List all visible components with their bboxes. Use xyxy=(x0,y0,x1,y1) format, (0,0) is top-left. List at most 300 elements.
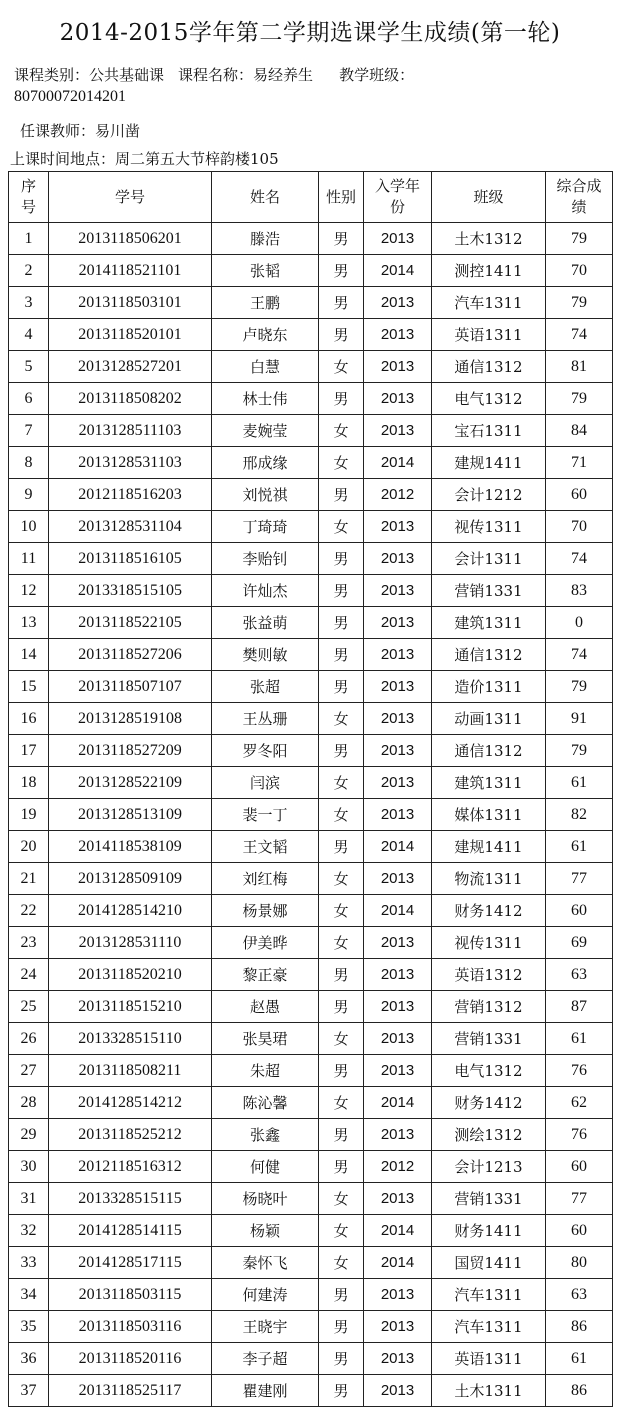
teaching-class-code: 80700072014201 xyxy=(14,88,126,105)
cell-class: 宝石1311 xyxy=(432,415,546,447)
cell-score: 79 xyxy=(546,671,613,703)
cell-index: 33 xyxy=(9,1247,49,1279)
table-row xyxy=(9,703,613,735)
cell-gender: 男 xyxy=(319,479,364,511)
cell-index: 7 xyxy=(9,415,49,447)
cell-class: 英语1311 xyxy=(432,1343,546,1375)
cell-gender: 男 xyxy=(319,831,364,863)
cell-gender: 男 xyxy=(319,639,364,671)
table-row xyxy=(9,479,613,511)
cell-gender: 女 xyxy=(319,767,364,799)
cell-name: 张韬 xyxy=(212,255,319,287)
cell-score: 87 xyxy=(546,991,613,1023)
cell-index: 25 xyxy=(9,991,49,1023)
cell-index: 15 xyxy=(9,671,49,703)
cell-student-id: 2014128517115 xyxy=(49,1247,212,1279)
cell-gender: 男 xyxy=(319,1151,364,1183)
cell-class: 建规1411 xyxy=(432,447,546,479)
cell-score: 74 xyxy=(546,543,613,575)
cell-score: 63 xyxy=(546,959,613,991)
cell-score: 63 xyxy=(546,1279,613,1311)
cell-score: 61 xyxy=(546,831,613,863)
cell-index: 24 xyxy=(9,959,49,991)
header-class: 班级 xyxy=(432,172,546,223)
cell-gender: 女 xyxy=(319,799,364,831)
table-row xyxy=(9,1375,613,1407)
cell-score: 69 xyxy=(546,927,613,959)
cell-enroll-year: 2014 xyxy=(364,447,432,479)
cell-student-id: 2014128514115 xyxy=(49,1215,212,1247)
cell-name: 卢晓东 xyxy=(212,319,319,351)
cell-student-id: 2013118503116 xyxy=(49,1311,212,1343)
cell-class: 财务1412 xyxy=(432,895,546,927)
cell-score: 74 xyxy=(546,319,613,351)
cell-score: 70 xyxy=(546,255,613,287)
cell-index: 21 xyxy=(9,863,49,895)
cell-name: 秦怀飞 xyxy=(212,1247,319,1279)
cell-enroll-year: 2013 xyxy=(364,1343,432,1375)
header-index: 序号 xyxy=(9,172,49,223)
cell-gender: 男 xyxy=(319,1375,364,1407)
cell-index: 29 xyxy=(9,1119,49,1151)
cell-index: 36 xyxy=(9,1343,49,1375)
cell-class: 汽车1311 xyxy=(432,287,546,319)
cell-name: 王晓宇 xyxy=(212,1311,319,1343)
cell-index: 31 xyxy=(9,1183,49,1215)
cell-index: 27 xyxy=(9,1055,49,1087)
cell-index: 34 xyxy=(9,1279,49,1311)
cell-class: 视传1311 xyxy=(432,927,546,959)
cell-class: 通信1312 xyxy=(432,735,546,767)
cell-gender: 男 xyxy=(319,671,364,703)
cell-name: 刘红梅 xyxy=(212,863,319,895)
cell-score: 76 xyxy=(546,1055,613,1087)
cell-enroll-year: 2013 xyxy=(364,639,432,671)
cell-index: 37 xyxy=(9,1375,49,1407)
cell-class: 动画1311 xyxy=(432,703,546,735)
cell-enroll-year: 2014 xyxy=(364,895,432,927)
cell-gender: 女 xyxy=(319,1247,364,1279)
grades-table xyxy=(8,171,613,1407)
cell-enroll-year: 2012 xyxy=(364,479,432,511)
cell-name: 杨晓叶 xyxy=(212,1183,319,1215)
cell-class: 会计1212 xyxy=(432,479,546,511)
table-row xyxy=(9,863,613,895)
cell-name: 滕浩 xyxy=(212,223,319,255)
cell-score: 61 xyxy=(546,1023,613,1055)
course-name-label: 课程名称： xyxy=(178,66,254,84)
cell-index: 22 xyxy=(9,895,49,927)
cell-score: 82 xyxy=(546,799,613,831)
cell-name: 陈沁馨 xyxy=(212,1087,319,1119)
table-row xyxy=(9,991,613,1023)
cell-class: 电气1312 xyxy=(432,383,546,415)
cell-score: 70 xyxy=(546,511,613,543)
cell-gender: 男 xyxy=(319,1055,364,1087)
cell-index: 35 xyxy=(9,1311,49,1343)
cell-class: 通信1312 xyxy=(432,351,546,383)
table-row xyxy=(9,255,613,287)
cell-gender: 女 xyxy=(319,703,364,735)
cell-class: 会计1311 xyxy=(432,543,546,575)
teacher-label: 任课教师： xyxy=(20,122,96,140)
header-name: 姓名 xyxy=(212,172,319,223)
cell-student-id: 2013128531104 xyxy=(49,511,212,543)
cell-enroll-year: 2013 xyxy=(364,383,432,415)
course-name-value: 易经养生 xyxy=(253,66,314,84)
cell-gender: 男 xyxy=(319,543,364,575)
table-row xyxy=(9,639,613,671)
table-row xyxy=(9,223,613,255)
cell-student-id: 2013118503115 xyxy=(49,1279,212,1311)
cell-class: 物流1311 xyxy=(432,863,546,895)
table-row xyxy=(9,415,613,447)
cell-score: 76 xyxy=(546,1119,613,1151)
cell-index: 30 xyxy=(9,1151,49,1183)
cell-class: 建规1411 xyxy=(432,831,546,863)
cell-name: 张超 xyxy=(212,671,319,703)
cell-class: 测控1411 xyxy=(432,255,546,287)
cell-student-id: 2014118521101 xyxy=(49,255,212,287)
teacher-line xyxy=(20,120,140,141)
table-header-row xyxy=(9,172,613,223)
cell-name: 李子超 xyxy=(212,1343,319,1375)
cell-score: 62 xyxy=(546,1087,613,1119)
cell-name: 黎正豪 xyxy=(212,959,319,991)
cell-name: 王丛珊 xyxy=(212,703,319,735)
cell-gender: 女 xyxy=(319,1023,364,1055)
cell-student-id: 2013118527206 xyxy=(49,639,212,671)
header-score: 综合成绩 xyxy=(546,172,613,223)
cell-enroll-year: 2013 xyxy=(364,319,432,351)
cell-class: 造价1311 xyxy=(432,671,546,703)
table-row xyxy=(9,1343,613,1375)
cell-enroll-year: 2013 xyxy=(364,1183,432,1215)
table-row xyxy=(9,735,613,767)
cell-index: 26 xyxy=(9,1023,49,1055)
header-student-id: 学号 xyxy=(49,172,212,223)
cell-class: 视传1311 xyxy=(432,511,546,543)
table-row xyxy=(9,1183,613,1215)
cell-student-id: 2013128531103 xyxy=(49,447,212,479)
table-row xyxy=(9,351,613,383)
cell-name: 张昊珺 xyxy=(212,1023,319,1055)
cell-class: 土木1311 xyxy=(432,1375,546,1407)
cell-gender: 女 xyxy=(319,447,364,479)
cell-gender: 女 xyxy=(319,1087,364,1119)
cell-index: 23 xyxy=(9,927,49,959)
cell-gender: 男 xyxy=(319,1119,364,1151)
cell-score: 80 xyxy=(546,1247,613,1279)
cell-score: 71 xyxy=(546,447,613,479)
cell-student-id: 2013318515105 xyxy=(49,575,212,607)
cell-index: 2 xyxy=(9,255,49,287)
cell-class: 电气1312 xyxy=(432,1055,546,1087)
cell-score: 74 xyxy=(546,639,613,671)
cell-student-id: 2013118522105 xyxy=(49,607,212,639)
cell-gender: 女 xyxy=(319,1183,364,1215)
cell-enroll-year: 2013 xyxy=(364,927,432,959)
cell-name: 杨颖 xyxy=(212,1215,319,1247)
table-row xyxy=(9,927,613,959)
cell-class: 英语1312 xyxy=(432,959,546,991)
cell-name: 杨景娜 xyxy=(212,895,319,927)
teaching-class-label: 教学班级： xyxy=(339,66,415,84)
cell-name: 何建涛 xyxy=(212,1279,319,1311)
cell-student-id: 2013118515210 xyxy=(49,991,212,1023)
cell-name: 伊美晔 xyxy=(212,927,319,959)
cell-enroll-year: 2013 xyxy=(364,767,432,799)
table-row xyxy=(9,1023,613,1055)
table-row xyxy=(9,607,613,639)
cell-score: 83 xyxy=(546,575,613,607)
cell-class: 会计1213 xyxy=(432,1151,546,1183)
cell-class: 建筑1311 xyxy=(432,767,546,799)
cell-index: 6 xyxy=(9,383,49,415)
cell-index: 28 xyxy=(9,1087,49,1119)
cell-score: 79 xyxy=(546,383,613,415)
table-row xyxy=(9,671,613,703)
cell-name: 麦婉莹 xyxy=(212,415,319,447)
cell-score: 79 xyxy=(546,223,613,255)
cell-gender: 男 xyxy=(319,607,364,639)
schedule-line xyxy=(10,148,279,169)
cell-enroll-year: 2014 xyxy=(364,831,432,863)
cell-student-id: 2013128527201 xyxy=(49,351,212,383)
cell-score: 0 xyxy=(546,607,613,639)
cell-name: 丁琦琦 xyxy=(212,511,319,543)
cell-index: 8 xyxy=(9,447,49,479)
cell-score: 84 xyxy=(546,415,613,447)
cell-student-id: 2013118507107 xyxy=(49,671,212,703)
cell-student-id: 2013118520210 xyxy=(49,959,212,991)
cell-class: 英语1311 xyxy=(432,319,546,351)
cell-student-id: 2012118516312 xyxy=(49,1151,212,1183)
header-gender: 性别 xyxy=(319,172,364,223)
teacher-name: 易川凿 xyxy=(95,122,141,140)
cell-enroll-year: 2013 xyxy=(364,1279,432,1311)
cell-enroll-year: 2013 xyxy=(364,959,432,991)
cell-enroll-year: 2013 xyxy=(364,1311,432,1343)
table-row xyxy=(9,1055,613,1087)
cell-score: 91 xyxy=(546,703,613,735)
cell-enroll-year: 2014 xyxy=(364,255,432,287)
cell-student-id: 2013118520116 xyxy=(49,1343,212,1375)
cell-enroll-year: 2013 xyxy=(364,863,432,895)
cell-gender: 女 xyxy=(319,351,364,383)
cell-gender: 男 xyxy=(319,255,364,287)
cell-name: 许灿杰 xyxy=(212,575,319,607)
cell-gender: 男 xyxy=(319,1343,364,1375)
table-row xyxy=(9,767,613,799)
cell-class: 土木1312 xyxy=(432,223,546,255)
cell-enroll-year: 2013 xyxy=(364,991,432,1023)
cell-enroll-year: 2013 xyxy=(364,735,432,767)
course-category-value: 公共基础课 xyxy=(89,66,165,84)
cell-index: 18 xyxy=(9,767,49,799)
cell-name: 闫滨 xyxy=(212,767,319,799)
table-row xyxy=(9,1215,613,1247)
cell-name: 瞿建刚 xyxy=(212,1375,319,1407)
cell-student-id: 2013128531110 xyxy=(49,927,212,959)
cell-index: 3 xyxy=(9,287,49,319)
cell-gender: 男 xyxy=(319,575,364,607)
cell-score: 81 xyxy=(546,351,613,383)
table-row xyxy=(9,575,613,607)
cell-index: 10 xyxy=(9,511,49,543)
cell-index: 9 xyxy=(9,479,49,511)
cell-name: 张益萌 xyxy=(212,607,319,639)
cell-gender: 男 xyxy=(319,383,364,415)
cell-gender: 男 xyxy=(319,1279,364,1311)
cell-student-id: 2013128519108 xyxy=(49,703,212,735)
cell-gender: 女 xyxy=(319,927,364,959)
cell-score: 60 xyxy=(546,1215,613,1247)
cell-name: 罗冬阳 xyxy=(212,735,319,767)
cell-student-id: 2013128511103 xyxy=(49,415,212,447)
cell-name: 邢成缘 xyxy=(212,447,319,479)
cell-enroll-year: 2013 xyxy=(364,671,432,703)
cell-enroll-year: 2014 xyxy=(364,1247,432,1279)
cell-name: 何健 xyxy=(212,1151,319,1183)
cell-gender: 女 xyxy=(319,895,364,927)
cell-name: 裴一丁 xyxy=(212,799,319,831)
cell-score: 77 xyxy=(546,1183,613,1215)
cell-index: 12 xyxy=(9,575,49,607)
cell-student-id: 2014118538109 xyxy=(49,831,212,863)
cell-student-id: 2013118506201 xyxy=(49,223,212,255)
cell-index: 14 xyxy=(9,639,49,671)
cell-score: 77 xyxy=(546,863,613,895)
table-body xyxy=(9,223,613,1407)
cell-enroll-year: 2013 xyxy=(364,223,432,255)
cell-name: 王鹏 xyxy=(212,287,319,319)
cell-gender: 女 xyxy=(319,863,364,895)
cell-score: 79 xyxy=(546,287,613,319)
cell-student-id: 2014128514212 xyxy=(49,1087,212,1119)
cell-student-id: 2013118525212 xyxy=(49,1119,212,1151)
cell-student-id: 2013118508211 xyxy=(49,1055,212,1087)
cell-student-id: 2014128514210 xyxy=(49,895,212,927)
cell-enroll-year: 2013 xyxy=(364,287,432,319)
cell-index: 16 xyxy=(9,703,49,735)
cell-score: 79 xyxy=(546,735,613,767)
cell-name: 赵愚 xyxy=(212,991,319,1023)
table-row xyxy=(9,1151,613,1183)
cell-score: 86 xyxy=(546,1375,613,1407)
cell-enroll-year: 2013 xyxy=(364,543,432,575)
cell-score: 60 xyxy=(546,895,613,927)
cell-enroll-year: 2013 xyxy=(364,575,432,607)
cell-class: 财务1411 xyxy=(432,1215,546,1247)
table-row xyxy=(9,799,613,831)
cell-index: 13 xyxy=(9,607,49,639)
cell-name: 林士伟 xyxy=(212,383,319,415)
cell-class: 营销1331 xyxy=(432,1183,546,1215)
cell-student-id: 2013118508202 xyxy=(49,383,212,415)
cell-enroll-year: 2013 xyxy=(364,511,432,543)
cell-name: 张鑫 xyxy=(212,1119,319,1151)
cell-index: 20 xyxy=(9,831,49,863)
cell-score: 86 xyxy=(546,1311,613,1343)
table-row xyxy=(9,895,613,927)
cell-class: 营销1331 xyxy=(432,1023,546,1055)
cell-name: 樊则敏 xyxy=(212,639,319,671)
cell-name: 刘悦祺 xyxy=(212,479,319,511)
cell-student-id: 2013118527209 xyxy=(49,735,212,767)
cell-student-id: 2013128513109 xyxy=(49,799,212,831)
schedule-value: 周二第五大节梓韵楼105 xyxy=(115,150,279,168)
cell-enroll-year: 2013 xyxy=(364,1375,432,1407)
cell-enroll-year: 2013 xyxy=(364,1119,432,1151)
cell-student-id: 2013128522109 xyxy=(49,767,212,799)
cell-gender: 女 xyxy=(319,511,364,543)
cell-gender: 女 xyxy=(319,1215,364,1247)
table-row xyxy=(9,1311,613,1343)
cell-student-id: 2013118525117 xyxy=(49,1375,212,1407)
cell-student-id: 2013118520101 xyxy=(49,319,212,351)
cell-index: 32 xyxy=(9,1215,49,1247)
cell-enroll-year: 2013 xyxy=(364,799,432,831)
cell-score: 60 xyxy=(546,1151,613,1183)
cell-enroll-year: 2014 xyxy=(364,1215,432,1247)
cell-class: 汽车1311 xyxy=(432,1279,546,1311)
table-row xyxy=(9,1247,613,1279)
cell-index: 19 xyxy=(9,799,49,831)
table-row xyxy=(9,447,613,479)
cell-gender: 男 xyxy=(319,959,364,991)
schedule-label: 上课时间地点： xyxy=(10,150,116,168)
cell-enroll-year: 2013 xyxy=(364,703,432,735)
cell-gender: 男 xyxy=(319,1311,364,1343)
cell-enroll-year: 2014 xyxy=(364,1087,432,1119)
cell-gender: 男 xyxy=(319,319,364,351)
cell-index: 11 xyxy=(9,543,49,575)
cell-class: 媒体1311 xyxy=(432,799,546,831)
table-row xyxy=(9,1087,613,1119)
cell-student-id: 2013328515110 xyxy=(49,1023,212,1055)
table-row xyxy=(9,383,613,415)
cell-enroll-year: 2013 xyxy=(364,415,432,447)
table-row xyxy=(9,319,613,351)
course-category-label: 课程类别： xyxy=(14,66,90,84)
cell-student-id: 2012118516203 xyxy=(49,479,212,511)
cell-class: 营销1331 xyxy=(432,575,546,607)
cell-index: 1 xyxy=(9,223,49,255)
cell-gender: 男 xyxy=(319,735,364,767)
cell-name: 朱超 xyxy=(212,1055,319,1087)
cell-enroll-year: 2013 xyxy=(364,1055,432,1087)
cell-index: 5 xyxy=(9,351,49,383)
cell-gender: 男 xyxy=(319,287,364,319)
cell-enroll-year: 2013 xyxy=(364,351,432,383)
table-row xyxy=(9,543,613,575)
cell-name: 王文韬 xyxy=(212,831,319,863)
cell-name: 白慧 xyxy=(212,351,319,383)
cell-enroll-year: 2012 xyxy=(364,1151,432,1183)
cell-score: 60 xyxy=(546,479,613,511)
cell-class: 汽车1311 xyxy=(432,1311,546,1343)
cell-student-id: 2013118516105 xyxy=(49,543,212,575)
cell-name: 李贻钊 xyxy=(212,543,319,575)
cell-class: 国贸1411 xyxy=(432,1247,546,1279)
cell-score: 61 xyxy=(546,1343,613,1375)
page-title: 2014-2015学年第二学期选课学生成绩(第一轮) xyxy=(59,20,561,46)
table-row xyxy=(9,511,613,543)
cell-gender: 男 xyxy=(319,991,364,1023)
cell-gender: 男 xyxy=(319,223,364,255)
cell-enroll-year: 2013 xyxy=(364,607,432,639)
